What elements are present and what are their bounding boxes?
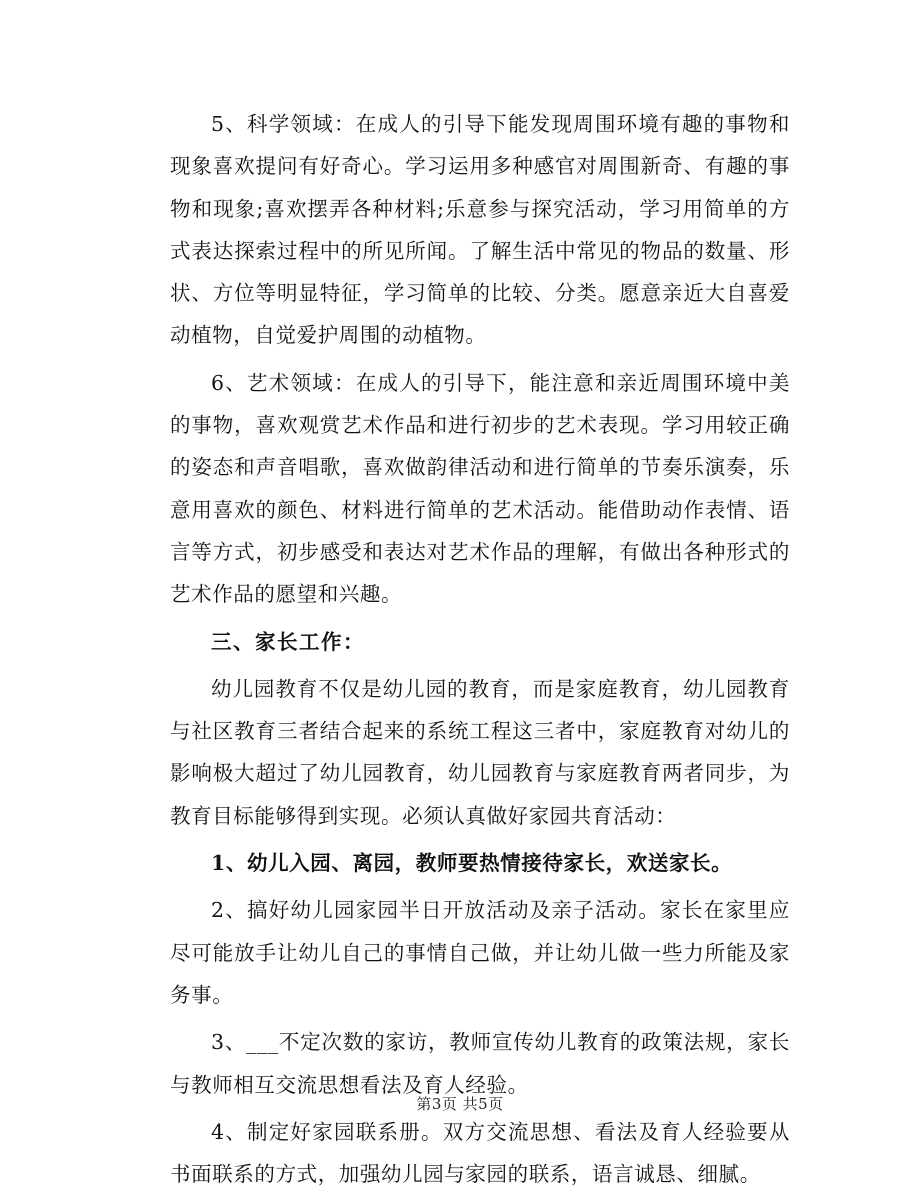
list-item-4: 4、制定好家园联系册。双方交流思想、看法及育人经验要从书面联系的方式，加强幼儿园与家园的联系，语言诚恳、细腻。 [170,1119,790,1187]
section-heading-parent-work: 三、家长工作： [211,629,365,654]
paragraph-art-domain: 6、艺术领域：在成人的引导下，能注意和亲近周围环境中美的事物，喜欢观赏艺术作品和进行初步的艺术表现。学习用较正确的姿态和声音唱歌，喜欢做韵律活动和进行简单的节奏乐演奏，乐意用喜欢的颜色、材料进行简单的艺术活动。能借助动作表情、语言等方式，初步感受和表达对艺术作品的理解，有做出各种形式的艺术作品的愿望和兴趣。 [170,370,790,607]
paragraph-parent-work-intro: 幼儿园教育不仅是幼儿园的教育，而是家庭教育，幼儿园教育与社区教育三者结合起来的系统工程这三者中，家庭教育对幼儿的影响极大超过了幼儿园教育，幼儿园教育与家庭教育两者同步，为教育目标能够得到实现。必须认真做好家园共育活动： [170,676,790,828]
document-body [170,103,790,1195]
list-item-1: 1、幼儿入园、离园，教师要热情接待家长，欢送家长。 [211,851,733,876]
list-item-3: 3、___不定次数的家访，教师宣传幼儿教育的政策法规，家长与教师相互交流思想看法及育人经验。 [170,1030,790,1097]
list-item-2: 2、搞好幼儿园家园半日开放活动及亲子活动。家长在家里应尽可能放手让幼儿自己的事情自己做，并让幼儿做一些力所能及家务事。 [170,898,790,1007]
page-number-footer: 第3页 共5页 [416,1095,504,1113]
paragraph-science-domain: 5、科学领域：在成人的引导下能发现周围环境有趣的事物和现象喜欢提问有好奇心。学习运用多种感官对周围新奇、有趣的事物和现象;喜欢摆弄各种材料;乐意参与探究活动，学习用简单的方式表达探索过程中的所见所闻。了解生活中常见的物品的数量、形状、方位等明显特征，学习简单的比较、分类。愿意亲近大自喜爱动植物，自觉爱护周围的动植物。 [170,112,790,348]
